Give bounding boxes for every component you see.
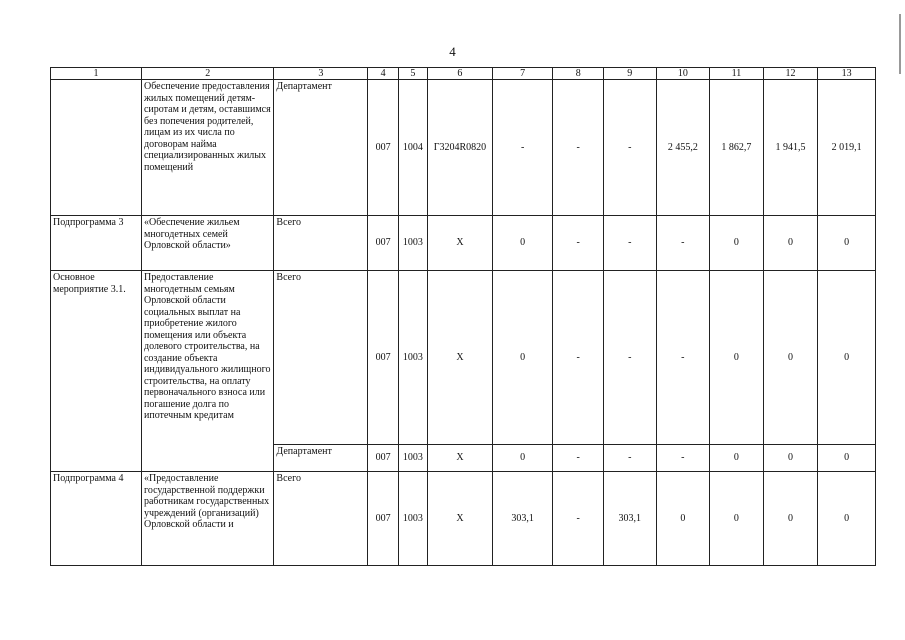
grbs-cell: 007 (368, 80, 398, 216)
value-cell: 2 019,1 (818, 80, 876, 216)
grbs-cell: 007 (368, 445, 398, 472)
csr-cell: Х (428, 271, 493, 445)
value-cell: 0 (492, 216, 553, 271)
value-cell: - (656, 271, 710, 445)
value-cell: 0 (763, 445, 818, 472)
header-cell: 7 (492, 68, 553, 80)
value-cell: 303,1 (492, 472, 553, 566)
table-row (51, 271, 876, 445)
name-cell: «Предоставление государственной поддержки работникам государственных учреждений (организаций) Орловской области и (141, 472, 273, 566)
csr-cell: Х (428, 216, 493, 271)
level-cell (51, 80, 142, 216)
rzpr-cell: 1003 (398, 271, 427, 445)
header-cell: 10 (656, 68, 710, 80)
value-cell: - (603, 445, 656, 472)
name-cell: Обеспечение предоставления жилых помещений детям-сиротам и детям, оставшимся без попечения родителей, лицам из их числа по договорам найма специализированных жилых помещений (141, 80, 273, 216)
header-cell: 5 (398, 68, 427, 80)
value-cell: 303,1 (603, 472, 656, 566)
rzpr-cell: 1003 (398, 472, 427, 566)
value-cell: 2 455,2 (656, 80, 710, 216)
value-cell: - (656, 445, 710, 472)
value-cell: - (656, 216, 710, 271)
value-cell: - (553, 271, 604, 445)
value-cell: 0 (818, 216, 876, 271)
value-cell: 0 (763, 472, 818, 566)
name-cell: «Обеспечение жильем многодетных семей Орловской области» (141, 216, 273, 271)
value-cell: 0 (710, 216, 764, 271)
value-cell: 0 (710, 472, 764, 566)
executor-cell: Всего (274, 216, 368, 271)
csr-cell: Х (428, 472, 493, 566)
header-cell: 9 (603, 68, 656, 80)
value-cell: - (553, 445, 604, 472)
rzpr-cell: 1003 (398, 445, 427, 472)
value-cell: 0 (818, 472, 876, 566)
value-cell: - (492, 80, 553, 216)
value-cell: 0 (763, 271, 818, 445)
value-cell: 0 (492, 445, 553, 472)
level-cell: Подпрограмма 3 (51, 216, 142, 271)
header-cell: 6 (428, 68, 493, 80)
value-cell: - (553, 80, 604, 216)
value-cell: 1 862,7 (710, 80, 764, 216)
value-cell: - (603, 271, 656, 445)
value-cell: 0 (710, 445, 764, 472)
executor-cell: Всего (274, 472, 368, 566)
value-cell: - (603, 80, 656, 216)
table-row (51, 80, 876, 216)
csr-cell: Г3204R0820 (428, 80, 493, 216)
header-cell: 1 (51, 68, 142, 80)
value-cell: - (553, 216, 604, 271)
grbs-cell: 007 (368, 472, 398, 566)
value-cell: - (603, 216, 656, 271)
csr-cell: Х (428, 445, 493, 472)
page-number: 4 (449, 44, 456, 59)
budget-table (50, 67, 876, 566)
header-cell: 11 (710, 68, 764, 80)
level-cell: Основное мероприятие 3.1. (51, 271, 142, 472)
header-row (51, 68, 876, 80)
rzpr-cell: 1003 (398, 216, 427, 271)
value-cell: 0 (492, 271, 553, 445)
executor-cell: Департамент (274, 445, 368, 472)
header-cell: 12 (763, 68, 818, 80)
header-cell: 3 (274, 68, 368, 80)
grbs-cell: 007 (368, 216, 398, 271)
header-cell: 4 (368, 68, 398, 80)
name-cell: Предоставление многодетным семьям Орловской области социальных выплат на приобретение жилого помещения или объекта долевого строительства, на создание объекта индивидуального жилищного строительства, на оплату первоначального взноса или погашение долга по ипотечным кредитам (141, 271, 273, 472)
table-row (51, 472, 876, 566)
value-cell: 1 941,5 (763, 80, 818, 216)
scan-edge-mark (899, 14, 901, 74)
header-cell: 2 (141, 68, 273, 80)
level-cell: Подпрограмма 4 (51, 472, 142, 566)
rzpr-cell: 1004 (398, 80, 427, 216)
value-cell: 0 (763, 216, 818, 271)
table-row (51, 216, 876, 271)
header-cell: 13 (818, 68, 876, 80)
value-cell: 0 (818, 271, 876, 445)
value-cell: 0 (656, 472, 710, 566)
grbs-cell: 007 (368, 271, 398, 445)
header-cell: 8 (553, 68, 604, 80)
executor-cell: Всего (274, 271, 368, 445)
value-cell: 0 (818, 445, 876, 472)
value-cell: 0 (710, 271, 764, 445)
value-cell: - (553, 472, 604, 566)
executor-cell: Департамент (274, 80, 368, 216)
